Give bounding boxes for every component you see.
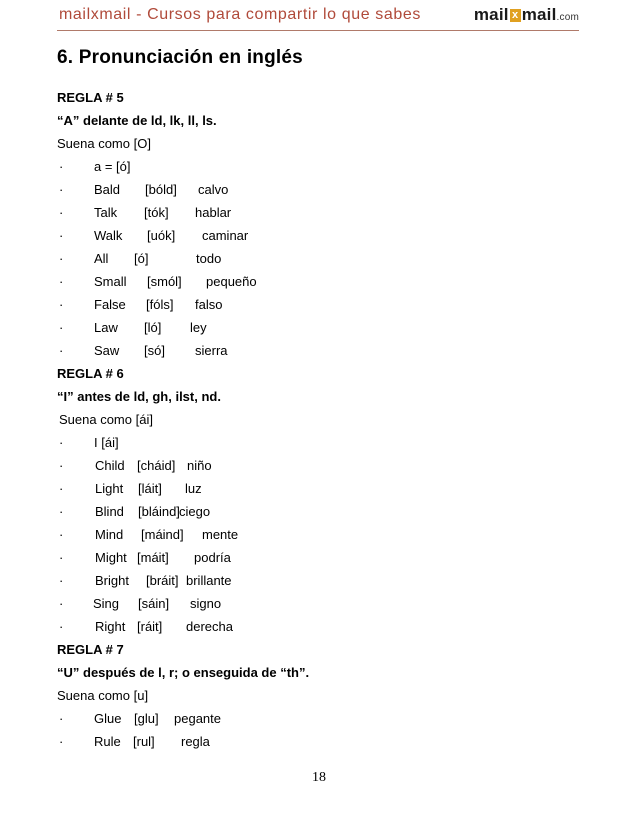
word-row [57,251,597,274]
spanish-translation: podría [194,550,231,565]
spanish-translation: brillante [186,573,232,588]
word-row [57,343,597,366]
bullet-icon: · [59,343,64,358]
bullet-icon: · [59,297,64,312]
english-word: Might [95,550,127,565]
pronunciation: [smól] [147,274,182,289]
spanish-translation: falso [195,297,223,312]
pronunciation: [rul] [133,734,155,749]
english-word: Talk [94,205,118,220]
spanish-translation: pequeño [206,274,257,289]
english-word: Glue [94,711,122,726]
pronunciation: [sáin] [138,596,170,611]
pronunciation: [bóld] [145,182,177,197]
spanish-translation: mente [202,527,239,542]
word-row [57,274,597,297]
rule-subtitle: “A” delante de ld, lk, ll, ls. [57,113,217,128]
rule-subtitle: “U” después de l, r; o enseguida de “th”. [57,665,310,680]
spanish-translation: pegante [174,711,221,726]
mailxmail-logo: mail x mail.com [473,5,579,24]
pronunciation: [tók] [144,205,169,220]
word-row [57,711,597,734]
word-row [57,458,597,481]
bullet-icon: · [59,527,64,542]
word-row [57,734,597,757]
bullet-icon: · [59,251,64,266]
spanish-translation: niño [187,458,212,473]
pronunciation: [bráit] [146,573,179,588]
english-word: Blind [95,504,124,519]
bullet-icon: · [59,159,64,174]
word-row [57,481,597,504]
pronunciation: [bláind] [138,504,180,519]
word-row [57,297,597,320]
pronunciation: [máit] [137,550,169,565]
sound-description: Suena como [ái] [59,412,153,427]
bullet-icon: · [59,205,64,220]
bullet-icon: · [59,711,64,726]
english-word: Child [95,458,125,473]
pronunciation: [máind] [141,527,184,542]
bullet-icon: · [59,573,64,588]
example-row [57,159,597,182]
bullet-icon: · [59,481,64,496]
word-row [57,619,597,642]
english-word: Right [95,619,126,634]
english-word: Mind [95,527,124,542]
word-row [57,205,597,228]
bullet-icon: · [59,320,64,335]
pronunciation: [cháid] [137,458,176,473]
rule-heading: REGLA # 5 [57,90,124,105]
bullet-icon: · [59,596,64,611]
rule-subtitle: “I” antes de ld, gh, ilst, nd. [57,389,221,404]
bullet-icon: · [59,550,64,565]
pronunciation: [ló] [144,320,162,335]
bullet-icon: · [59,228,64,243]
header-title: mailxmail - Cursos para compartir lo que sabes [59,6,421,23]
english-word: Walk [94,228,123,243]
english-word: Law [94,320,118,335]
pronunciation: [só] [144,343,165,358]
spanish-translation: caminar [202,228,249,243]
bullet-icon: · [59,619,64,634]
spanish-translation: hablar [195,205,232,220]
pronunciation: [láit] [138,481,162,496]
spanish-translation: regla [181,734,210,749]
english-word: Sing [93,596,120,611]
page-header [57,4,579,31]
rule-heading: REGLA # 6 [57,366,124,381]
word-row [57,527,597,550]
word-row [57,182,597,205]
spanish-translation: signo [190,596,222,611]
word-row [57,504,597,527]
english-word: Light [95,481,124,496]
english-word: Bald [94,182,121,197]
spanish-translation: derecha [186,619,233,634]
spanish-translation: ciego [179,504,211,519]
pronunciation: [ráit] [137,619,163,634]
pronunciation: [ó] [134,251,149,266]
spanish-translation: ley [190,320,207,335]
spanish-translation: sierra [195,343,228,358]
pronunciation: [uók] [147,228,176,243]
bullet-icon: · [59,504,64,519]
sound-description: Suena como [u] [57,688,149,703]
spanish-translation: calvo [198,182,229,197]
pronunciation: [fóls] [146,297,174,312]
document-body [57,90,597,757]
pronunciation: [glu] [134,711,159,726]
sound-description: Suena como [O] [57,136,151,151]
english-word: Rule [94,734,121,749]
bullet-icon: · [59,734,64,749]
bullet-icon: · [59,458,64,473]
logo-x-icon: x [510,9,521,22]
page-number: 18 [312,770,326,785]
word-row [57,550,597,573]
english-word: False [94,297,126,312]
example-text: I [ái] [94,435,119,450]
word-row [57,228,597,251]
word-row [57,320,597,343]
rule-heading: REGLA # 7 [57,642,124,657]
example-row [57,435,597,458]
page-title: 6. Pronunciación en inglés [57,47,303,68]
word-row [57,573,597,596]
bullet-icon: · [59,274,64,289]
spanish-translation: todo [196,251,222,266]
example-text: a = [ó] [94,159,131,174]
word-row [57,596,597,619]
spanish-translation: luz [185,481,202,496]
bullet-icon: · [59,182,64,197]
english-word: All [94,251,109,266]
english-word: Saw [94,343,120,358]
bullet-icon: · [59,435,64,450]
english-word: Bright [95,573,129,588]
english-word: Small [94,274,127,289]
